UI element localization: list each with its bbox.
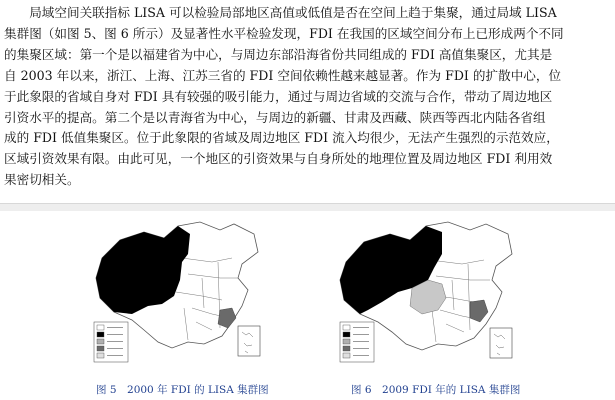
- legend-swatch: [97, 325, 104, 330]
- inset-box: [490, 328, 512, 358]
- china-map-2000: [92, 218, 264, 366]
- paragraph-line: 的集聚区域：第一个是以福建省为中心，与周边东部沿海省份共同组成的 FDI 高值集聚区，尤其是: [4, 46, 553, 62]
- cluster-high-high: [218, 308, 236, 328]
- legend-swatch: [97, 339, 104, 344]
- paragraph-line: 于此象限的省域自身对 FDI 具有较强的吸引能力，通过与周边省域的交流与合作，带动了周边地区: [4, 88, 553, 104]
- figure-6-caption: 图 6 2009 FDI 年的 LISA 集群图: [351, 384, 521, 396]
- legend-swatch: [343, 346, 350, 351]
- paragraph-line: 引资水平的提高。第二个是以青海省为中心，与周边的新疆、甘肃及西藏、陕西等西北内陆各省组: [4, 109, 546, 125]
- section-divider: [0, 203, 615, 211]
- figure-5-caption: 图 5 2000 年 FDI 的 LISA 集群图: [96, 384, 269, 396]
- body-paragraph: [4, 3, 611, 191]
- legend-swatch: [343, 332, 350, 337]
- legend-swatch: [343, 339, 350, 344]
- figure-5-map: [92, 218, 264, 366]
- paragraph-line: 局域空间关联指标 LISA 可以检验局部地区高值或低值是否在空间上趋于集聚，通过局域 LISA: [4, 5, 557, 20]
- inset-box: [238, 326, 260, 356]
- legend: [340, 322, 374, 362]
- china-map-2009: [338, 218, 518, 366]
- figure-6-map: [338, 218, 518, 366]
- legend-swatch: [343, 353, 350, 358]
- paragraph-line: 集群图（如图 5、图 6 所示）及显著性水平检验发现，FDI 在我国的区域空间分布上已形成两个不同: [4, 25, 564, 41]
- paragraph-line: 区域引资效果有限。由此可见，一个地区的引资效果与自身所处的地理位置及周边地区 FDI 利用效: [4, 151, 553, 167]
- legend-swatch: [97, 332, 104, 337]
- paragraph-line: 果密切相关。: [4, 172, 80, 188]
- legend-swatch: [97, 353, 104, 358]
- paragraph-line: 自 2003 年以来，浙江、上海、江苏三省的 FDI 空间依赖性越来越显著。作为 FDI 的扩散中心，位: [4, 67, 562, 83]
- legend-swatch: [343, 325, 350, 330]
- paragraph-line: 成的 FDI 低值集聚区。位于此象限的省域及周边地区 FDI 流入均很少，无法产生强烈的示范效应，: [4, 130, 559, 146]
- legend: [94, 322, 128, 362]
- legend-swatch: [97, 346, 104, 351]
